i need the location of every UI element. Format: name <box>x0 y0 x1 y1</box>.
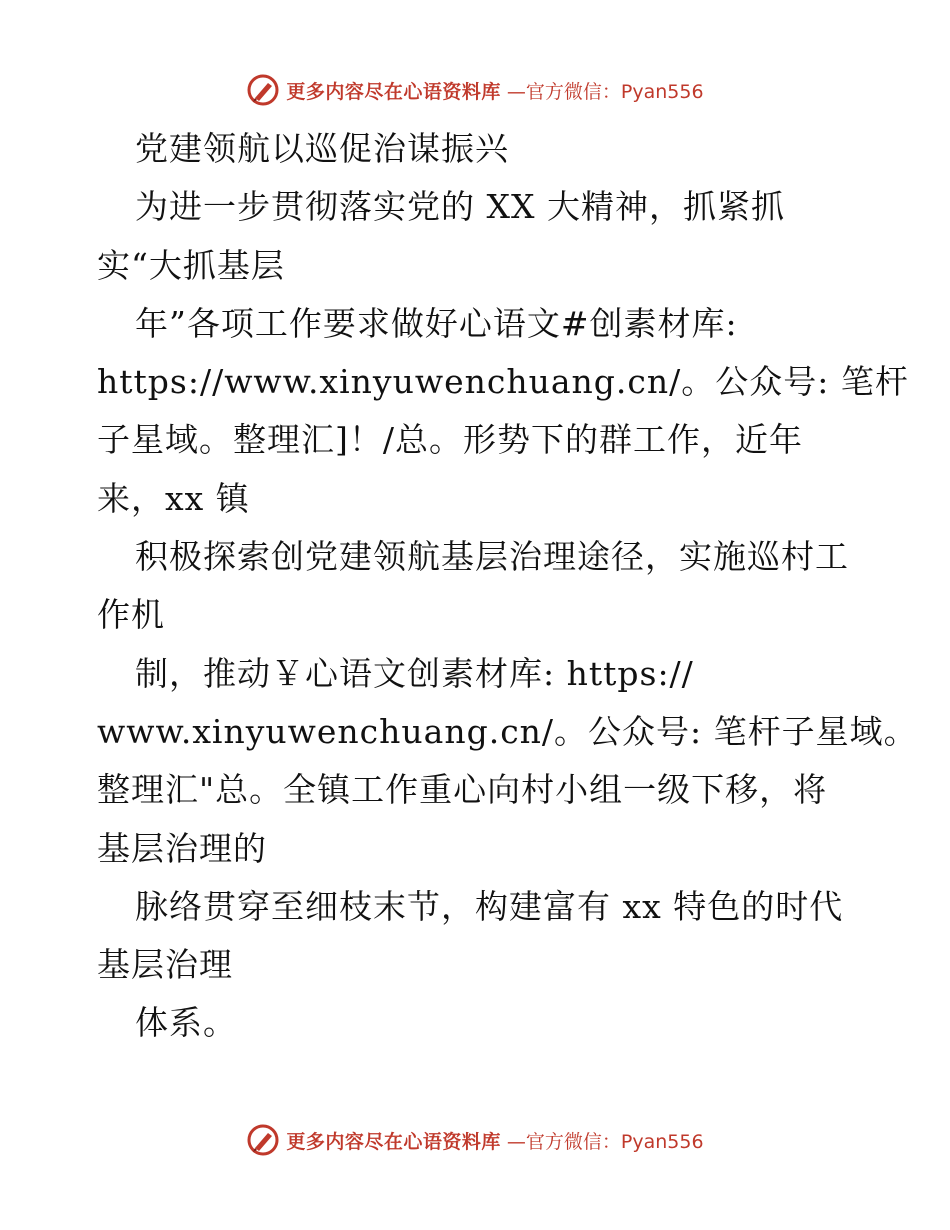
paragraph-line: 来，xx 镇 <box>97 478 250 518</box>
paragraph-line: 子星域。整理汇]！/总。形势下的群工作，近年 <box>97 420 803 460</box>
header-banner-text: 更多内容尽在心语资料库 <box>286 80 501 103</box>
header-banner-content <box>246 73 703 107</box>
footer-banner-text: 更多内容尽在心语资料库 <box>286 1130 501 1153</box>
document-title: 党建领航以巡促治谋振兴 <box>135 129 509 168</box>
paragraph-line: 作机 <box>97 595 165 635</box>
paragraph-line: 制，推动￥心语文创素材库: https:// <box>135 653 694 693</box>
paragraph-line: 基层治理 <box>97 945 233 985</box>
paragraph-line: 脉络贯穿至细枝末节，构建富有 xx 特色的时代 <box>135 886 844 926</box>
paragraph-line: 积极探索创党建领航基层治理途径，实施巡村工 <box>135 537 849 577</box>
pen-logo-icon <box>246 1123 280 1157</box>
paragraph-line: 体系。 <box>135 1003 237 1043</box>
paragraph-line: 基层治理的 <box>97 828 267 868</box>
paragraph-line: 为进一步贯彻落实党的 XX 大精神，抓紧抓 <box>135 187 785 227</box>
header-banner-suffix: —官方微信：Pyan556 <box>506 80 704 103</box>
header-banner <box>0 70 950 110</box>
paragraph-line: www.xinyuwenchuang.cn/。公众号: 笔杆子星域。 <box>97 711 918 751</box>
paragraph-line: 年”各项工作要求做好心语文#创素材库: <box>135 303 738 343</box>
paragraph-line: 实“大抓基层 <box>97 245 285 285</box>
paragraph-line: https://www.xinyuwenchuang.cn/。公众号: 笔杆 <box>97 362 909 402</box>
document-body <box>97 120 918 1053</box>
pen-logo-icon <box>246 73 280 107</box>
footer-banner <box>0 1120 950 1160</box>
footer-banner-suffix: —官方微信：Pyan556 <box>506 1130 704 1153</box>
footer-banner-content <box>246 1123 703 1157</box>
paragraph-line: 整理汇"总。全镇工作重心向村小组一级下移，将 <box>97 770 828 810</box>
